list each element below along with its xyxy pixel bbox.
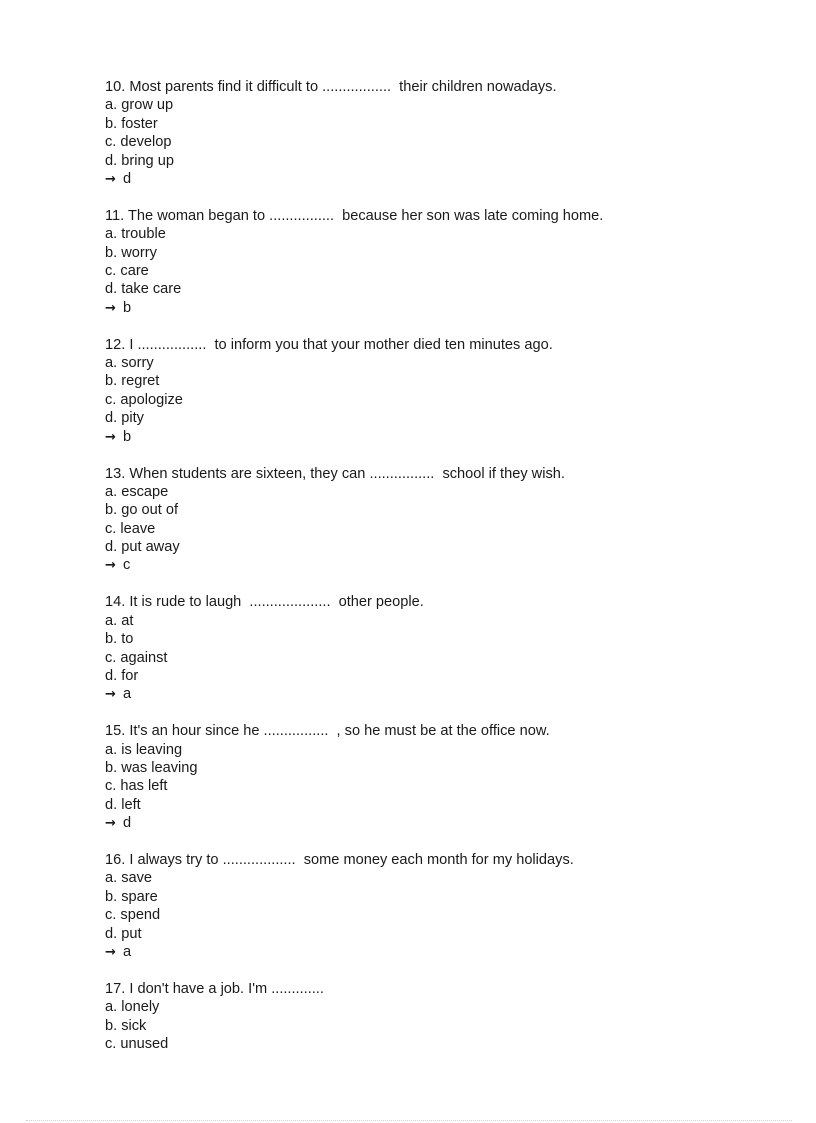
option-b: b. spare [105, 888, 158, 905]
arrow-right-icon: → [105, 945, 116, 961]
question-stem: 13. When students are sixteen, they can ................ school if they wish. [105, 465, 565, 482]
option-b: b. foster [105, 115, 158, 132]
option-c: c. apologize [105, 391, 183, 408]
question-stem: 12. I ................. to inform you that your mother died ten minutes ago. [105, 336, 553, 353]
option-c: c. unused [105, 1036, 169, 1053]
answer-value: c [123, 557, 131, 574]
option-a: a. trouble [105, 226, 166, 243]
question-16 [105, 851, 745, 961]
option-d: d. put [105, 925, 142, 942]
option-a: a. escape [105, 483, 169, 500]
question-stem: 15. It's an hour since he ................ , so he must be at the office now. [105, 723, 550, 740]
option-c: c. develop [105, 134, 172, 151]
arrow-right-icon: → [105, 558, 116, 574]
option-c: c. leave [105, 520, 156, 537]
answer-value: a [123, 944, 132, 961]
question-stem: 17. I don't have a job. I'm ............. [105, 980, 324, 997]
answer-value: d [123, 170, 132, 187]
question-stem: 10. Most parents find it difficult to ................. their children nowadays. [105, 79, 557, 95]
arrow-right-icon: → [105, 816, 116, 832]
option-d: d. bring up [105, 152, 174, 169]
answer-line [105, 814, 745, 832]
option-d: d. take care [105, 281, 182, 298]
answer-line [105, 556, 745, 574]
question-15 [105, 722, 745, 832]
answer-value: b [123, 299, 132, 316]
answer-value: d [123, 815, 132, 832]
option-b: b. sick [105, 1017, 147, 1034]
option-b: b. regret [105, 373, 160, 390]
question-stem: 11. The woman began to ................ because her son was late coming home. [105, 207, 604, 224]
option-b: b. to [105, 631, 134, 648]
answer-value: a [123, 686, 132, 703]
answer-line [105, 299, 745, 317]
option-d: d. for [105, 667, 139, 684]
option-a: a. lonely [105, 999, 160, 1016]
option-b: b. worry [105, 244, 157, 261]
answer-value: b [123, 428, 132, 445]
option-c: c. care [105, 263, 149, 280]
option-c: c. has left [105, 778, 168, 795]
question-stem: 16. I always try to .................. some money each month for my holidays. [105, 852, 574, 869]
option-d: d. left [105, 796, 141, 813]
option-a: a. grow up [105, 97, 174, 114]
option-a: a. at [105, 612, 134, 629]
option-b: b. go out of [105, 502, 179, 519]
option-a: a. sorry [105, 355, 154, 372]
answer-line [105, 170, 745, 188]
option-d: d. put away [105, 539, 180, 556]
option-c: c. against [105, 649, 168, 666]
option-b: b. was leaving [105, 760, 198, 776]
option-c: c. spend [105, 907, 161, 924]
question-list [105, 78, 745, 1072]
arrow-right-icon: → [105, 687, 116, 703]
answer-line [105, 685, 745, 703]
arrow-right-icon: → [105, 300, 116, 316]
option-a: a. save [105, 870, 153, 887]
question-17 [105, 980, 745, 1054]
question-14 [105, 593, 745, 703]
question-12 [105, 336, 745, 446]
question-13 [105, 465, 745, 575]
arrow-right-icon: → [105, 429, 116, 445]
question-10 [105, 78, 745, 188]
arrow-right-icon: → [105, 171, 116, 187]
option-a: a. is leaving [105, 741, 183, 758]
answer-line [105, 943, 745, 961]
question-11 [105, 207, 745, 317]
page-bottom-divider [26, 1120, 792, 1121]
answer-line [105, 428, 745, 446]
option-d: d. pity [105, 410, 144, 427]
question-stem: 14. It is rude to laugh .................... other people. [105, 594, 424, 611]
